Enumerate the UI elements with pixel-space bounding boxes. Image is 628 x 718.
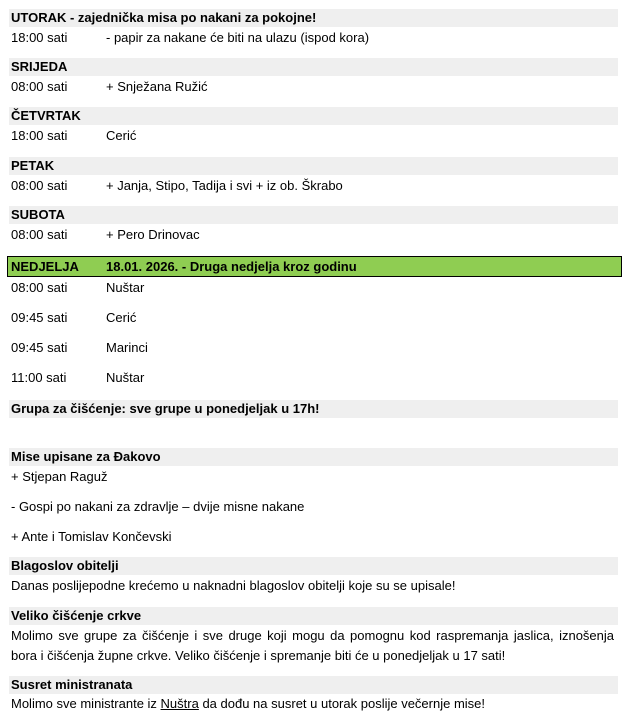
cleaning-group-notice: Grupa za čišćenje: sve grupe u ponedjeljak u 17h! bbox=[11, 401, 320, 416]
ministranti-text-before: Molimo sve ministrante iz bbox=[11, 696, 161, 711]
veliko-ciscenje-heading: Veliko čišćenje crkve bbox=[11, 608, 142, 623]
djakovo-heading: Mise upisane za Đakovo bbox=[11, 449, 161, 464]
utorak-time: 18:00 sati bbox=[11, 30, 68, 45]
nedjelja-date-title: 18.01. 2026. - Druga nedjelja kroz godinu bbox=[106, 259, 357, 274]
ministranti-text-after: da dođu na susret u utorak poslije večernje mise! bbox=[198, 696, 486, 711]
ministranti-text bbox=[11, 696, 485, 711]
petak-time: 08:00 sati bbox=[11, 178, 68, 193]
nedjelja-place: Marinci bbox=[106, 340, 148, 355]
srijeda-intention: + Snježana Ružić bbox=[106, 79, 208, 94]
utorak-heading: UTORAK - zajednička misa po nakani za pokojne! bbox=[11, 10, 317, 25]
djakovo-item: + Stjepan Raguž bbox=[11, 469, 108, 484]
nedjelja-place: Cerić bbox=[106, 310, 137, 325]
heading-band bbox=[9, 157, 618, 175]
blagoslov-text: Danas poslijepodne krećemo u naknadni blagoslov obitelji koje su se upisale! bbox=[11, 578, 456, 593]
nustar-link[interactable]: Nuštra bbox=[160, 696, 199, 711]
utorak-intention: - papir za nakane će biti na ulazu (ispod kora) bbox=[106, 30, 370, 45]
srijeda-time: 08:00 sati bbox=[11, 79, 68, 94]
veliko-ciscenje-text: Molimo sve grupe za čišćenje i sve druge koji mogu da pomognu kod raspremanja jaslica, iznošenja bora i čišćenja župne crkve. Veliko čišćenje i spremanje biti će u ponedjeljak u 17 sati! bbox=[11, 628, 614, 663]
subota-intention: + Pero Drinovac bbox=[106, 227, 200, 242]
petak-heading: PETAK bbox=[11, 158, 55, 173]
djakovo-item: - Gospi po nakani za zdravlje – dvije misne nakane bbox=[11, 499, 305, 514]
heading-band bbox=[9, 206, 618, 224]
srijeda-heading: SRIJEDA bbox=[11, 59, 68, 74]
cetvrtak-time: 18:00 sati bbox=[11, 128, 68, 143]
ministranti-heading: Susret ministranata bbox=[11, 677, 133, 692]
nedjelja-place: Nuštar bbox=[106, 370, 145, 385]
nedjelja-time: 09:45 sati bbox=[11, 310, 68, 325]
djakovo-item: + Ante i Tomislav Končevski bbox=[11, 529, 172, 544]
heading-band bbox=[9, 107, 618, 125]
nedjelja-place: Nuštar bbox=[106, 280, 145, 295]
blagoslov-heading: Blagoslov obitelji bbox=[11, 558, 119, 573]
petak-intention: + Janja, Stipo, Tadija i svi + iz ob. Škrabo bbox=[106, 178, 343, 193]
nedjelja-time: 11:00 sati bbox=[11, 370, 67, 385]
subota-heading: SUBOTA bbox=[11, 207, 65, 222]
nedjelja-heading: NEDJELJA bbox=[11, 259, 79, 274]
cetvrtak-heading: ČETVRTAK bbox=[11, 108, 81, 123]
subota-time: 08:00 sati bbox=[11, 227, 68, 242]
cetvrtak-intention: Cerić bbox=[106, 128, 137, 143]
heading-band bbox=[9, 58, 618, 76]
nedjelja-time: 08:00 sati bbox=[11, 280, 68, 295]
nedjelja-time: 09:45 sati bbox=[11, 340, 68, 355]
